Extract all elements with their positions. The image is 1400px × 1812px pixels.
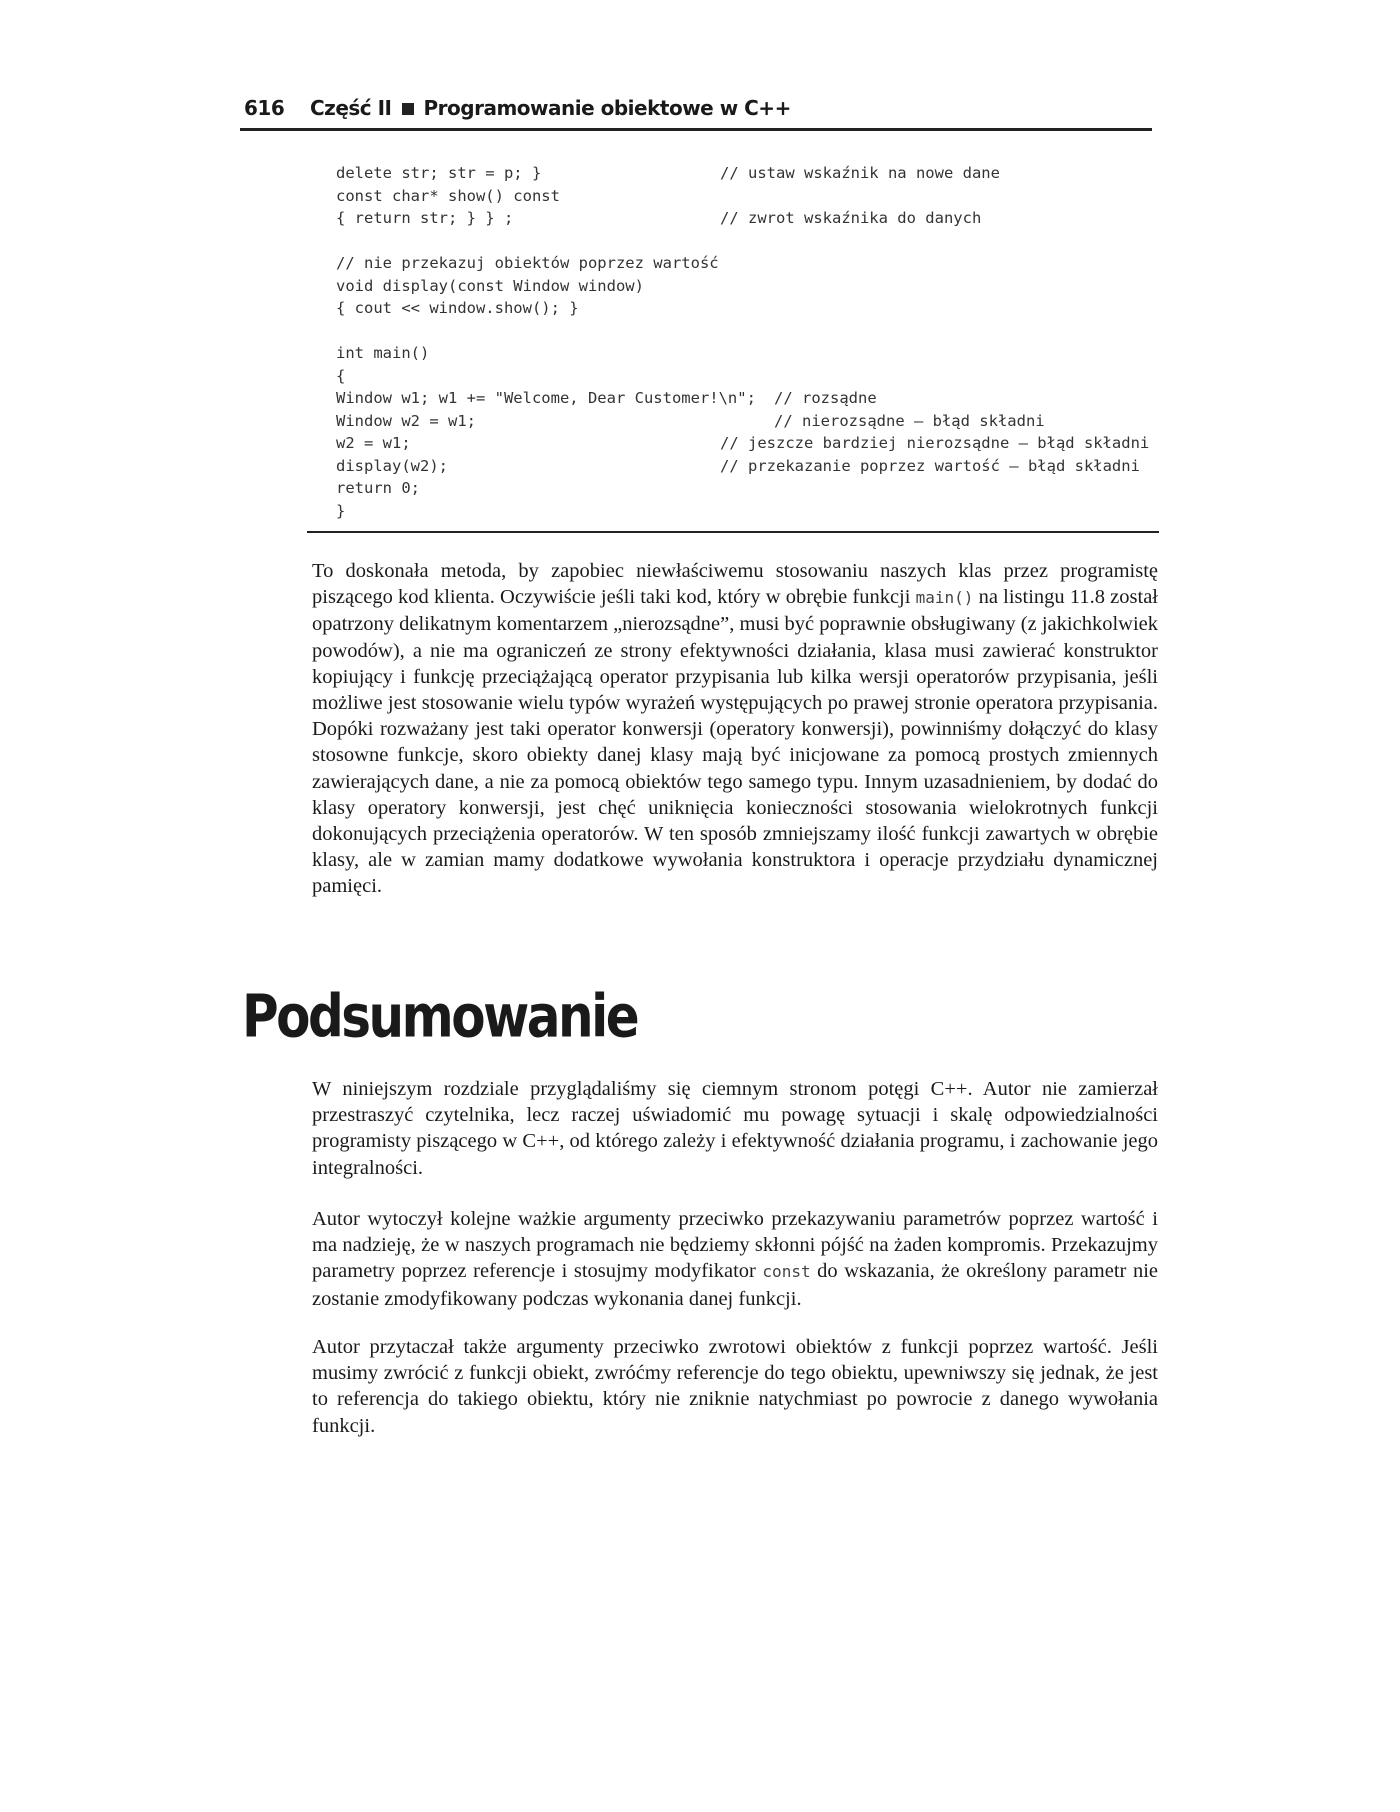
code-comment: // jeszcze bardziej nierozsądne – błąd składni	[720, 434, 1150, 452]
inline-code: main()	[915, 588, 974, 608]
square-bullet-icon	[402, 103, 414, 115]
code-line	[336, 185, 1156, 208]
code-line	[336, 342, 1156, 365]
code-line	[336, 365, 1156, 388]
code-line	[336, 477, 1156, 500]
code-text: Window w1; w1 += "Welcome, Dear Customer!\n";	[336, 389, 756, 407]
code-text: {	[336, 366, 346, 385]
code-line	[336, 455, 1156, 478]
code-line	[336, 387, 1156, 410]
summary-paragraph-1: W niniejszym rozdziale przyglądaliśmy się ciemnym stronom potęgi C++. Autor nie zamierzał przestraszyć czytelnika, lecz raczej uświadomić mu powagę sytuacji i skalę odpowiedzialności programisty piszącego w C++, od którego zależy i efektywność działania programu, i zachowanie jego integralności.	[312, 1078, 1158, 1179]
code-comment: // przekazanie poprzez wartość – błąd składni	[720, 456, 1140, 475]
code-comment: // ustaw wskaźnik na nowe dane	[720, 164, 1000, 182]
code-text: void display(const Window window)	[336, 276, 644, 295]
code-text: // nie przekazuj obiektów poprzez wartość	[336, 254, 719, 272]
page-number: 616	[244, 96, 285, 120]
code-line	[336, 207, 1156, 230]
running-header	[240, 92, 1152, 131]
code-text: display(w2);	[336, 456, 448, 475]
code-comment: // rozsądne	[774, 389, 877, 407]
paragraph-text: do wskazania, że określony parametr nie zostanie zmodyfikowany podczas wykonania danej funkcji.	[312, 1260, 1158, 1310]
code-listing-rule	[307, 531, 1159, 533]
paragraph-text: na listingu 11.8 został opatrzony delikatnym komentarzem „nierozsądne”, musi być poprawnie obsługiwany (z jakichkolwiek powodów), a nie ma ograniczeń ze strony efektywności działania, klasa musi zawierać konstruktor kopiujący i funkcję przeciążającą operator przypisania lub kilka wersji operatorów przypisania, jeśli możliwe jest stosowanie wielu typów wyrażeń występujących po prawej stronie operatora przypisania. Dopóki rozważany jest taki operator konwersji (operatory konwersji), powinniśmy dołączyć do klasy stosowne funkcje, skoro obiekty danej klasy mają być inicjowane za pomocą prostych zmiennych zawierających dane, a nie za pomocą obiektów tego samego typu. Innym uzasadnieniem, by dodać do klasy operatory konwersji, jest chęć uniknięcia konieczności stosowania wielokrotnych funkcji dokonujących przeciążenia operatorów. W ten sposób zmniejszamy ilość funkcji zawartych w obrębie klasy, ale w zamian mamy dodatkowe wywołania konstruktora i operacje przydziału dynamicznej pamięci.	[312, 586, 1158, 898]
code-text: }	[336, 501, 346, 520]
code-text: const char* show() const	[336, 186, 560, 205]
code-listing	[336, 162, 1156, 522]
code-line	[336, 275, 1156, 298]
code-line	[336, 410, 1156, 433]
code-text: int main()	[336, 344, 430, 362]
code-line	[336, 320, 1156, 343]
code-line	[336, 297, 1156, 320]
summary-paragraph-2	[312, 1206, 1158, 1312]
paragraph-text: Autor wytoczył kolejne ważkie argumenty przeciwko przekazywaniu parametrów poprzez wartość i ma nadzieję, że w naszych programach nie będziemy skłonni pójść na żaden kompromis. Przekazujmy parametry poprzez referencje i stosujmy modyfikator	[312, 1208, 1158, 1283]
code-text: w2 = w1;	[336, 434, 411, 452]
code-text: return 0;	[336, 479, 420, 497]
header-part: Część II	[310, 96, 392, 120]
code-line	[336, 162, 1156, 185]
code-line	[336, 432, 1156, 455]
summary-paragraph-3: Autor przytaczał także argumenty przeciwko zwrotowi obiektów z funkcji poprzez wartość. Jeśli musimy zwrócić z funkcji obiekt, zwróćmy referencje do tego obiektu, upewniwszy się jednak, że jest to referencja do takiego obiektu, który nie zniknie natychmiast po powrocie z danego wywołania funkcji.	[312, 1336, 1158, 1437]
paragraph-text: To doskonała metoda, by zapobiec niewłaściwemu stosowaniu naszych klas przez programistę piszącego kod klienta. Oczywiście jeśli taki kod, który w obrębie funkcji	[312, 560, 1158, 609]
header-part-title	[310, 96, 791, 120]
code-text: { cout << window.show(); }	[336, 299, 579, 317]
code-line	[336, 230, 1156, 253]
code-text: delete str; str = p; }	[336, 164, 542, 182]
code-text: Window w2 = w1;	[336, 411, 476, 430]
code-line	[336, 500, 1156, 523]
code-comment: // zwrot wskaźnika do danych	[720, 209, 982, 227]
inline-code: const	[762, 1262, 811, 1282]
code-text: { return str; } } ;	[336, 209, 514, 227]
section-heading: Podsumowanie	[242, 982, 638, 1051]
header-chapter-title: Programowanie obiektowe w C++	[423, 96, 791, 120]
code-line	[336, 252, 1156, 275]
paragraph-body	[312, 558, 1158, 900]
code-comment: // nierozsądne – błąd składni	[774, 411, 1045, 430]
